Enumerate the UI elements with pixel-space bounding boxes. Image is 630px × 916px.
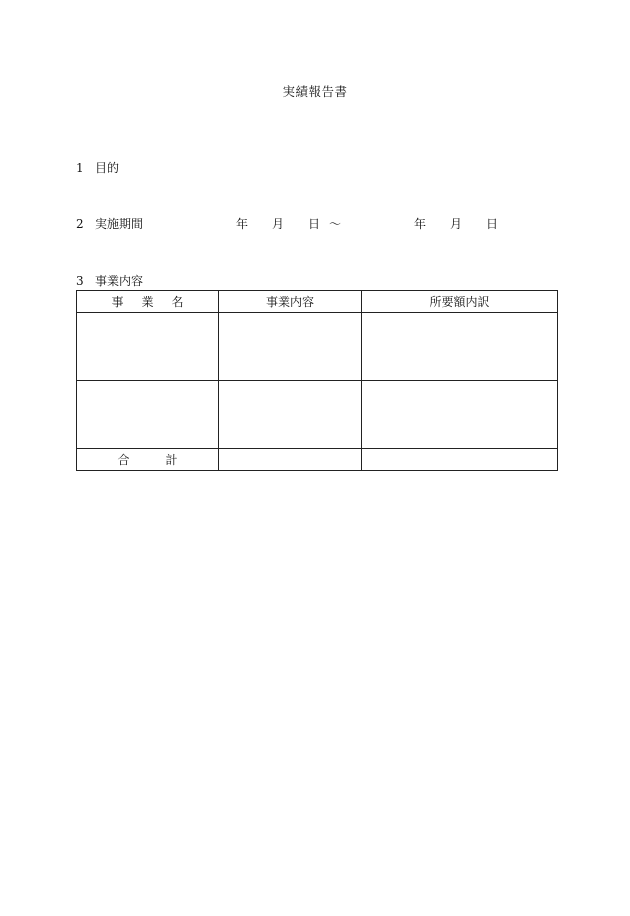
table-header-row — [77, 291, 558, 313]
section-label-purpose: 目的 — [95, 161, 120, 175]
total-label-char-2: 計 — [165, 453, 178, 467]
cell-amount-breakdown[interactable] — [362, 313, 558, 381]
header-business-name — [77, 291, 219, 313]
table-row — [77, 313, 558, 381]
header-name-char-3: 名 — [171, 295, 184, 309]
period-start-month: 月 — [272, 217, 285, 231]
section-label-period: 実施期間 — [95, 217, 144, 231]
header-business-content: 事業内容 — [219, 291, 362, 313]
header-name-char-1: 事 — [111, 295, 124, 309]
period-start-day: 日 — [308, 217, 321, 231]
section-number-content: 3 — [76, 274, 84, 288]
total-label — [77, 449, 219, 471]
table-row — [77, 381, 558, 449]
total-amount[interactable] — [362, 449, 558, 471]
period-end-month: 月 — [450, 217, 463, 231]
header-amount-breakdown: 所要額内訳 — [362, 291, 558, 313]
period-end-year: 年 — [414, 217, 427, 231]
section-number-period: 2 — [76, 217, 84, 231]
table-total-row — [77, 449, 558, 471]
period-start-year: 年 — [236, 217, 249, 231]
cell-business-content[interactable] — [219, 313, 362, 381]
total-content[interactable] — [219, 449, 362, 471]
period-end-day: 日 — [486, 217, 499, 231]
cell-business-name[interactable] — [77, 313, 219, 381]
document-title: 実績報告書 — [282, 84, 348, 99]
cell-business-content[interactable] — [219, 381, 362, 449]
period-separator: ～ — [329, 217, 342, 231]
cell-amount-breakdown[interactable] — [362, 381, 558, 449]
section-number-purpose: 1 — [76, 161, 84, 175]
business-table — [76, 290, 558, 471]
section-label-content: 事業内容 — [95, 274, 144, 288]
header-name-char-2: 業 — [141, 295, 154, 309]
cell-business-name[interactable] — [77, 381, 219, 449]
total-label-char-1: 合 — [117, 453, 130, 467]
